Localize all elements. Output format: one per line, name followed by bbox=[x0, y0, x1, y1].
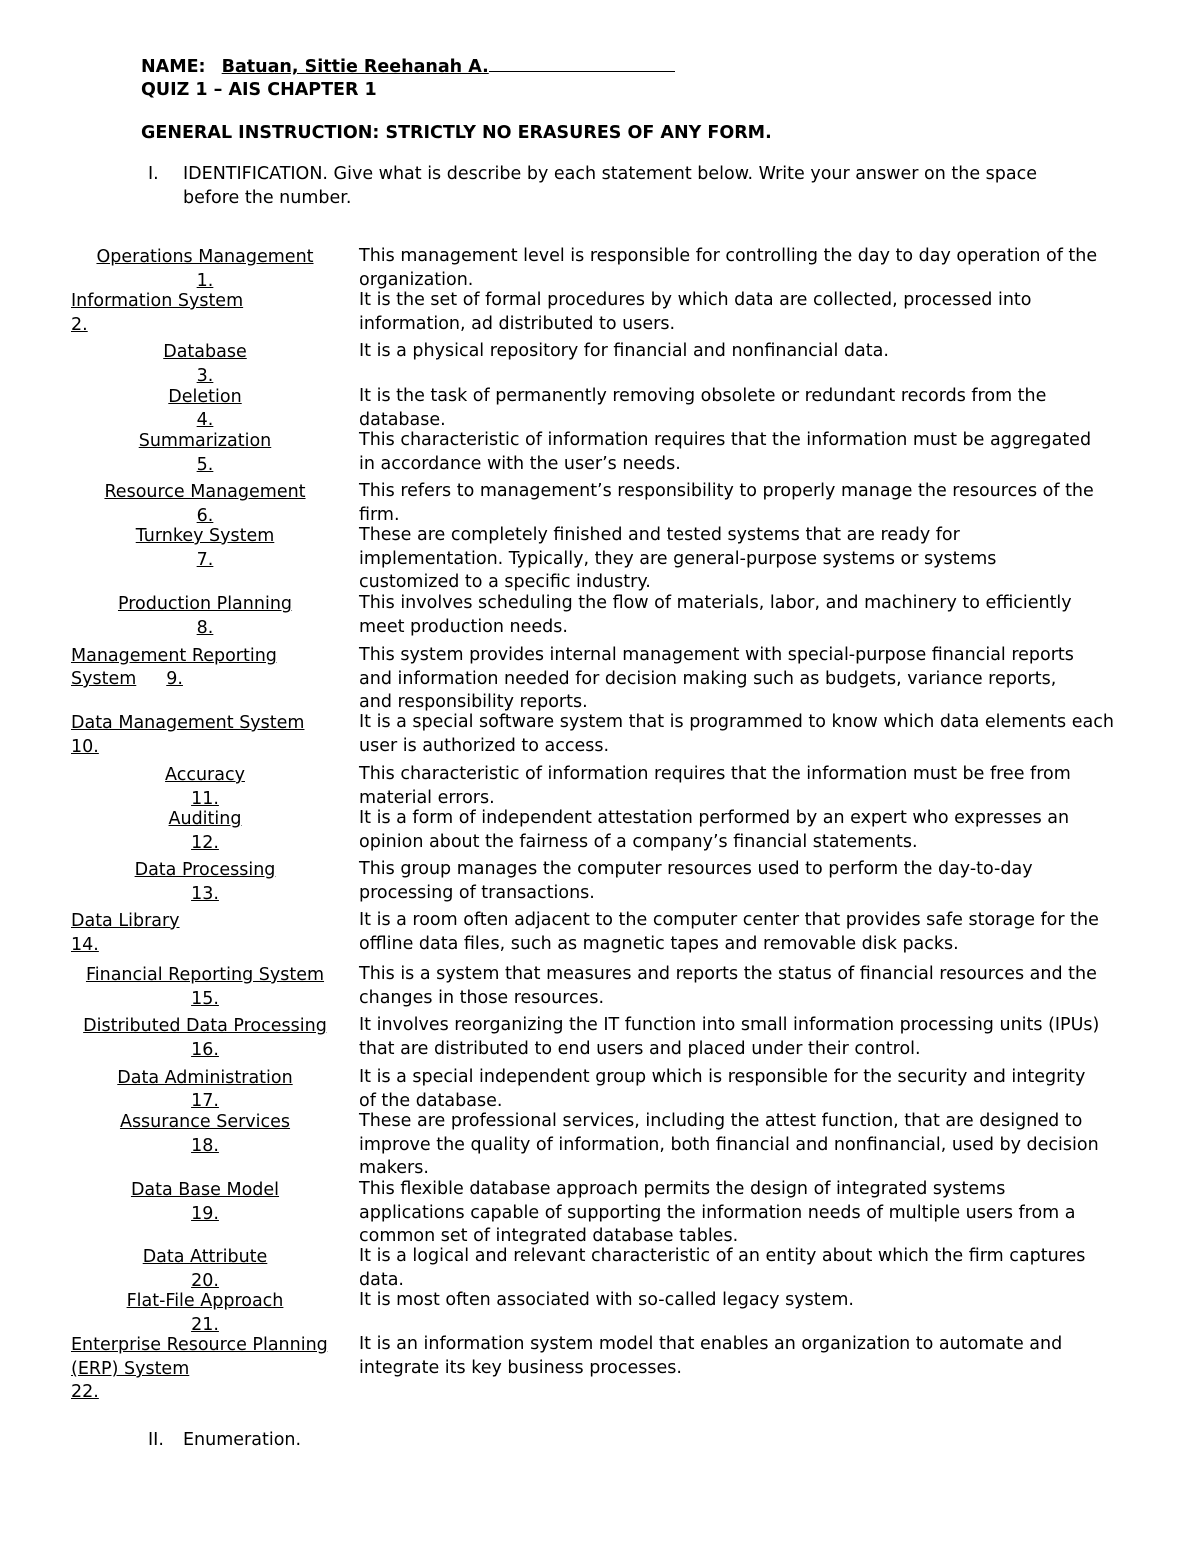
answer-19: Data Base Model bbox=[130, 1180, 280, 1200]
question-12: It is a form of independent attestation performed by an expert who expresses an opinion about the fairness of a company’s financial statements. bbox=[359, 808, 1070, 852]
question-16: It involves reorganizing the IT function into small information processing units (IPUs) that are distributed to end users and placed under their control. bbox=[359, 1015, 1100, 1059]
name-underline bbox=[489, 70, 675, 72]
answer-22-line1: Enterprise Resource Planning bbox=[71, 1335, 328, 1355]
question-2: It is the set of formal procedures by which data are collected, processed into information, ad distributed to users. bbox=[359, 290, 1032, 334]
item-number-4: 4. bbox=[196, 410, 214, 430]
name-line bbox=[141, 57, 675, 77]
item-number-21: 21. bbox=[191, 1315, 219, 1335]
answer-3: Database bbox=[163, 342, 247, 362]
item-number-16: 16. bbox=[191, 1040, 219, 1060]
answer-22-line2: (ERP) System bbox=[71, 1359, 190, 1379]
section1-numeral: I. bbox=[148, 164, 159, 184]
question-13: This group manages the computer resources used to perform the day-to-day processing of transactions. bbox=[359, 859, 1033, 903]
question-14: It is a room often adjacent to the computer center that provides safe storage for the offline data files, such as magnetic tapes and removable disk packs. bbox=[359, 910, 1099, 954]
question-17: It is a special independent group which is responsible for the security and integrity of the database. bbox=[359, 1067, 1086, 1111]
section2-numeral: II. bbox=[148, 1430, 164, 1450]
item-number-15: 15. bbox=[191, 989, 219, 1009]
question-21: It is most often associated with so-called legacy system. bbox=[359, 1290, 854, 1310]
item-number-8: 8. bbox=[196, 618, 214, 638]
answer-5: Summarization bbox=[138, 431, 272, 451]
question-7: These are completely finished and tested systems that are ready for implementation. Typically, they are general-purpose systems or systems customized to a specific industry. bbox=[359, 525, 997, 592]
question-20: It is a logical and relevant characteristic of an entity about which the firm captures data. bbox=[359, 1246, 1086, 1290]
answer-17: Data Administration bbox=[117, 1068, 293, 1088]
item-number-17: 17. bbox=[191, 1091, 219, 1111]
answer-21: Flat-File Approach bbox=[126, 1291, 284, 1311]
question-1: This management level is responsible for controlling the day to day operation of the organization. bbox=[359, 246, 1098, 290]
answer-8: Production Planning bbox=[117, 594, 293, 614]
name-label: NAME: bbox=[141, 57, 206, 77]
item-number-18: 18. bbox=[191, 1136, 219, 1156]
item-number-5: 5. bbox=[196, 455, 214, 475]
question-22: It is an information system model that enables an organization to automate and integrate its key business processes. bbox=[359, 1334, 1063, 1378]
answer-16: Distributed Data Processing bbox=[83, 1016, 327, 1036]
question-4: It is the task of permanently removing obsolete or redundant records from the database. bbox=[359, 386, 1047, 430]
item-number-6: 6. bbox=[196, 506, 214, 526]
item-number-20: 20. bbox=[191, 1271, 219, 1291]
item-number-19: 19. bbox=[191, 1204, 219, 1224]
answer-20: Data Attribute bbox=[142, 1247, 268, 1267]
answer-12: Auditing bbox=[168, 809, 242, 829]
question-9: This system provides internal management with special-purpose financial reports and information needed for decision making such as budgets, variance reports, and responsibility reports. bbox=[359, 645, 1074, 712]
answer-10: Data Management System bbox=[71, 713, 305, 733]
item-number-14: 14. bbox=[71, 935, 99, 955]
question-10: It is a special software system that is programmed to know which data elements each user is authorized to access. bbox=[359, 712, 1114, 756]
answer-2: Information System bbox=[71, 291, 244, 311]
answer-13: Data Processing bbox=[134, 860, 276, 880]
question-11: This characteristic of information requires that the information must be free from material errors. bbox=[359, 764, 1071, 808]
quiz-title: QUIZ 1 – AIS CHAPTER 1 bbox=[141, 80, 377, 100]
answer-9-line1: Management Reporting bbox=[71, 646, 277, 666]
item-number-12: 12. bbox=[191, 833, 219, 853]
answer-7: Turnkey System bbox=[135, 526, 275, 546]
item-number-7: 7. bbox=[196, 550, 214, 570]
question-6: This refers to management’s responsibility to properly manage the resources of the firm. bbox=[359, 481, 1094, 525]
section1-instruction-line1: IDENTIFICATION. Give what is describe by each statement below. Write your answer on the space bbox=[183, 164, 1038, 184]
answer-6: Resource Management bbox=[104, 482, 306, 502]
question-15: This is a system that measures and reports the status of financial resources and the changes in those resources. bbox=[359, 964, 1097, 1008]
question-5: This characteristic of information requires that the information must be aggregated in accordance with the user’s needs. bbox=[359, 430, 1092, 474]
item-number-11: 11. bbox=[191, 789, 219, 809]
section1-instruction-line2: before the number. bbox=[183, 188, 352, 208]
item-number-13: 13. bbox=[191, 884, 219, 904]
item-number-22: 22. bbox=[71, 1382, 99, 1402]
item-number-3: 3. bbox=[196, 366, 214, 386]
answer-4: Deletion bbox=[168, 387, 242, 407]
question-8: This involves scheduling the flow of materials, labor, and machinery to efficiently meet production needs. bbox=[359, 593, 1072, 637]
question-18: These are professional services, including the attest function, that are designed to improve the quality of information, both financial and nonfinancial, used by decision makers. bbox=[359, 1111, 1099, 1178]
section2-label: Enumeration. bbox=[183, 1430, 302, 1450]
general-instruction: GENERAL INSTRUCTION: STRICTLY NO ERASURES OF ANY FORM. bbox=[141, 123, 772, 143]
item-number-2: 2. bbox=[71, 315, 88, 335]
item-number-10: 10. bbox=[71, 737, 99, 757]
answer-9-line2: System 9. bbox=[71, 669, 183, 689]
item-number-9: 9. bbox=[166, 669, 183, 689]
student-name: Batuan, Sittie Reehanah A. bbox=[221, 57, 489, 77]
question-3: It is a physical repository for financial and nonfinancial data. bbox=[359, 341, 889, 361]
question-19: This flexible database approach permits the design of integrated systems applications capable of supporting the information needs of multiple users from a common set of integrated database tables. bbox=[359, 1179, 1076, 1246]
answer-11: Accuracy bbox=[165, 765, 245, 785]
answer-14: Data Library bbox=[71, 911, 180, 931]
answer-1: Operations Management bbox=[96, 247, 314, 267]
answer-18: Assurance Services bbox=[119, 1112, 291, 1132]
answer-15: Financial Reporting System bbox=[85, 965, 325, 985]
item-number-1: 1. bbox=[196, 271, 214, 291]
